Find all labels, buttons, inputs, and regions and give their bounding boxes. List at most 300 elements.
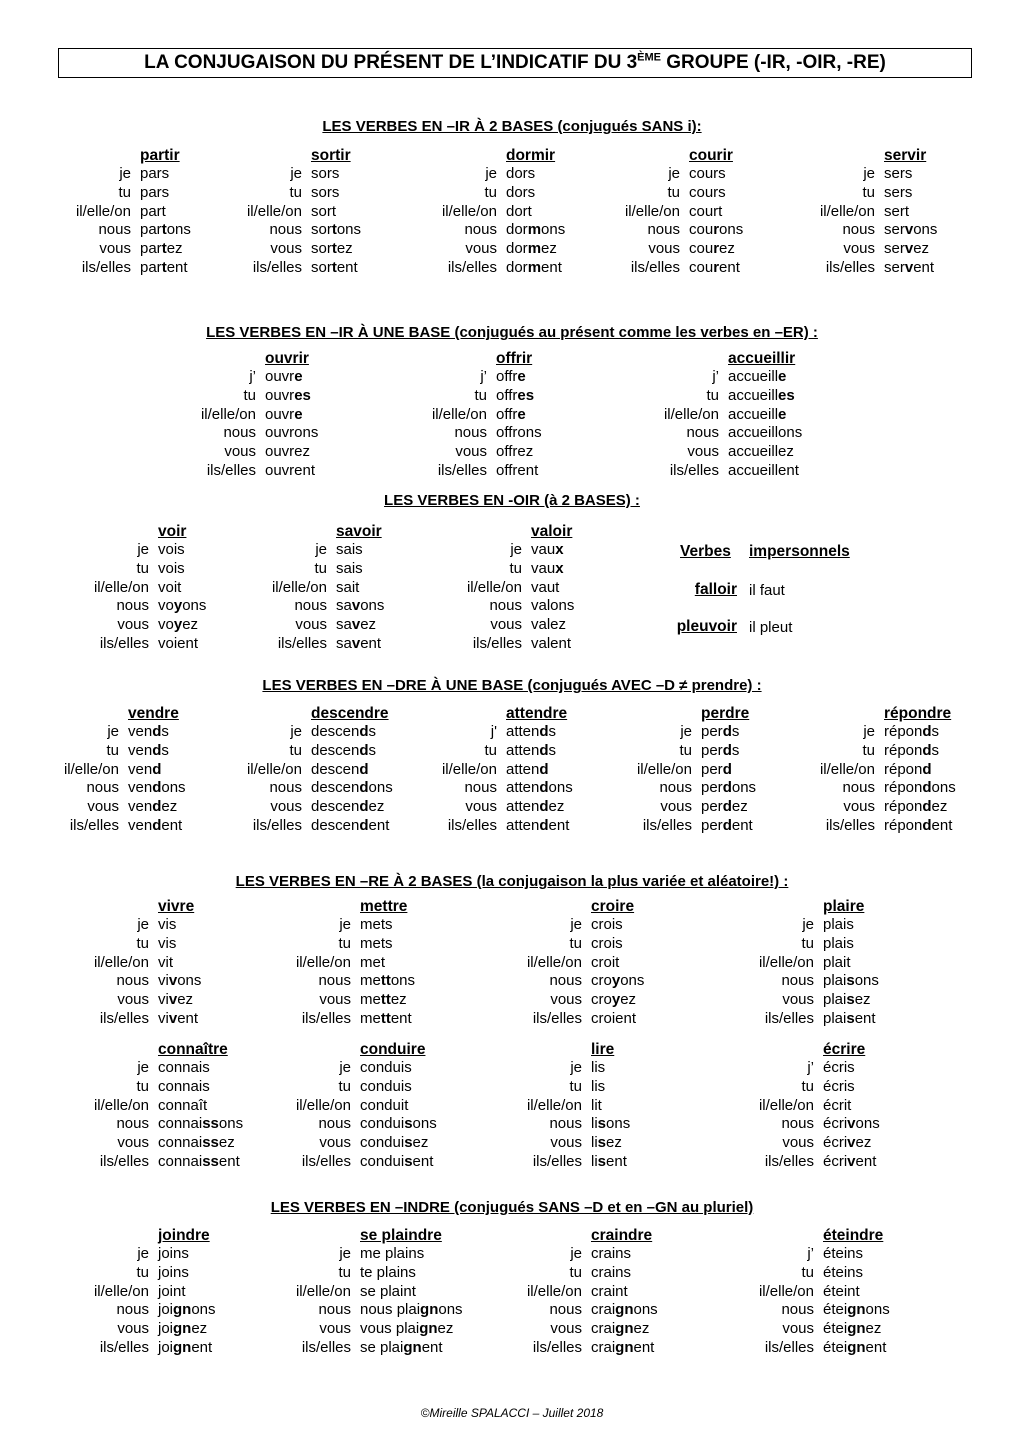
pronoun: vous [550,1320,582,1338]
pronoun: vous [224,443,256,461]
conjugation-row [485,165,565,184]
verb-form: vend [128,760,162,778]
pronoun: il/elle/on [624,202,680,220]
pronoun: il/elle/on [758,1096,814,1114]
verb-form: lisez [591,1134,622,1152]
conjugation-row [249,368,318,387]
conjugation-row [338,1077,437,1097]
pronoun: nous [647,221,680,239]
verb-form: court [689,202,723,220]
verb-name: se plaindre [360,1227,442,1244]
conjugation-row [686,424,803,443]
verb-form: part [140,202,166,220]
conjugation-row [526,953,644,973]
verb-form: perdent [701,816,753,834]
conjugation-row [246,760,393,780]
verb-form: conduisez [360,1134,429,1152]
verb-form: perd [701,760,732,778]
verb-form: savez [336,616,377,634]
conjugation-row [447,258,565,278]
pronoun: tu [136,1263,149,1281]
conjugation-row [224,443,318,462]
pronoun: nous [659,779,692,797]
verb-form: connaît [158,1096,208,1114]
verb-form: accueillent [728,461,799,479]
verb-form: croient [591,1009,637,1027]
verb-form: lisons [591,1115,631,1133]
conjugation-row [569,1077,630,1097]
verb-block-eteindre [758,1227,890,1358]
verb-form: vous plaignez [360,1320,454,1338]
verb-form: offrons [496,424,542,442]
conjugation-row [339,1245,463,1264]
verb-form: répond [884,760,932,778]
verb-form: descends [311,723,377,740]
pronoun: il/elle/on [526,1282,582,1300]
conjugation-row [63,760,186,780]
pronoun: vous [319,1134,351,1152]
conjugation-row [106,741,186,761]
verb-form: vis [158,934,177,952]
conjugation-row [680,723,756,742]
verb-form: éteint [823,1282,860,1300]
verb-form: te plains [360,1263,416,1281]
verb-name: craindre [591,1227,653,1244]
pronoun: ils/elles [99,1152,149,1170]
pronoun: je [570,1059,582,1076]
conjugation-row [663,405,802,425]
verb-form: joins [158,1263,189,1281]
verb-form: offrent [496,461,539,479]
conjugation-row [667,183,743,203]
verb-form: vois [158,541,185,558]
verb-form: nous plaignons [360,1301,463,1319]
verb-form: sais [336,541,363,558]
pronoun: tu [509,559,522,577]
pronoun: il/elle/on [466,578,522,596]
conjugation-row [99,240,191,259]
pronoun: tu [706,386,719,404]
pronoun: vous [99,240,131,258]
verb-name: éteindre [823,1227,884,1244]
verb-form: éteignent [823,1338,887,1356]
conjugation-row [441,760,573,780]
pronoun: vous [550,991,582,1009]
verb-block-servir [819,147,938,278]
conjugation-row [801,1077,880,1097]
conjugation-row [81,258,191,278]
verb-form: ouvrons [265,424,319,442]
conjugation-row [550,1134,630,1153]
conjugation-row [570,916,644,935]
verb-block-se-plaindre [295,1227,463,1358]
verb-form: joint [158,1282,186,1300]
verb-form: attends [506,723,557,740]
verb-form: offrez [496,443,534,461]
verb-form: écrit [823,1096,852,1114]
pronoun: j’ [807,1245,814,1262]
pronoun: vous [782,1134,814,1152]
verb-form: pars [140,183,170,201]
pronoun: nous [318,1301,351,1319]
verb-form: se plaignent [360,1338,443,1356]
verb-form: crains [591,1245,632,1262]
pronoun: je [863,165,875,182]
verb-form: courent [689,258,740,276]
verb-form: mets [360,934,393,952]
conjugation-row [484,741,573,761]
verb-block-partir [75,147,191,278]
pronoun: tu [136,934,149,952]
pronoun: je [485,165,497,182]
pronoun: vous [117,1134,149,1152]
conjugation-row [246,202,361,222]
verb-block-dormir [441,147,566,278]
conjugation-row [318,1301,463,1320]
conjugation-row [319,991,415,1010]
conjugation-row [510,541,574,560]
pronoun: nous [98,221,131,239]
pronoun: il/elle/on [819,202,875,220]
title-rest: GROUPE (-IR, -OIR, -RE) [661,52,886,73]
pronoun: tu [289,741,302,759]
verb-name: conduire [360,1041,426,1058]
verb-form: plais [823,934,854,952]
pronoun: nous [116,1115,149,1133]
conjugation-row [484,183,565,203]
verb-form: écris [823,1077,855,1095]
section-title: LES VERBES EN –RE À 2 BASES (la conjugaison la plus variée et aléatoire!) : [235,873,789,890]
conjugation-row [117,1134,243,1153]
pronoun: ils/elles [447,816,497,834]
verb-block-lire [526,1041,631,1172]
verb-block-sortir [246,147,362,278]
conjugation-row [87,798,186,817]
conjugation-row [636,760,756,780]
verb-form: connaissent [158,1152,240,1170]
pronoun: nous [549,1301,582,1319]
conjugation-row [319,1320,463,1339]
conjugation-row [801,1263,890,1283]
pronoun: j’ [712,368,719,385]
verb-form: voyez [158,616,199,634]
conjugation-row [569,934,644,954]
pronoun: nous [686,424,719,442]
pronoun: il/elle/on [441,202,497,220]
pronoun: tu [862,183,875,201]
verb-form: valons [531,597,575,615]
pronoun: tu [484,741,497,759]
conjugation-row [301,1152,437,1172]
verb-form: partons [140,221,191,239]
verb-name: valoir [531,523,573,540]
conjugation-row [825,258,937,278]
pronoun: il/elle/on [93,578,149,596]
impersonal-verb-form: il pleut [749,619,793,636]
conjugation-row [117,1320,216,1339]
verb-block-vendre [63,705,186,836]
pronoun: je [339,1245,351,1262]
conjugation-row [99,1009,201,1029]
verb-form: partez [140,240,183,258]
verb-form: conduisons [360,1115,437,1133]
conjugation-row [509,559,574,579]
conjugation-row [314,559,384,579]
pronoun: tu [569,934,582,952]
pronoun: je [339,916,351,933]
conjugation-row [782,1134,880,1153]
page-title [58,48,972,78]
conjugation-row [243,386,318,406]
pronoun: ils/elles [99,1338,149,1356]
conjugation-row [466,578,574,598]
pronoun: ils/elles [669,461,719,479]
pronoun: nous [464,221,497,239]
conjugation-row [802,916,879,935]
verb-name: ouvrir [265,350,309,367]
verb-name: vivre [158,898,195,915]
impersonal-verb-name: pleuvoir [676,618,737,635]
conjugation-row [441,202,565,222]
conjugation-row [480,368,542,387]
verb-form: mets [360,916,393,933]
pronoun: nous [318,1115,351,1133]
pronoun: ils/elles [252,816,302,834]
pronoun: je [570,1245,582,1262]
conjugation-row [550,1320,658,1339]
verb-form: servent [884,258,935,276]
verb-form: accueillez [728,443,794,461]
pronoun: il/elle/on [636,760,692,778]
conjugation-row [119,165,191,184]
conjugation-row [550,991,644,1010]
verb-form: se plaint [360,1282,416,1300]
verb-form: dormez [506,240,557,258]
pronoun: je [290,165,302,182]
verb-block-savoir [271,523,385,654]
pronoun: je [863,723,875,740]
pronoun: nous [549,1115,582,1133]
conjugation-row [315,541,384,560]
verb-form: connais [158,1059,210,1076]
pronoun: tu [338,934,351,952]
verb-form: sortez [311,240,353,258]
pronoun: nous [781,1301,814,1319]
verb-name: croire [591,898,635,915]
conjugation-row [137,916,201,935]
conjugation-row [116,972,202,991]
pronoun: ils/elles [472,634,522,652]
verb-form: ouvrent [265,461,316,479]
verb-form: vivez [158,991,194,1009]
verb-form: dormons [506,221,566,239]
conjugation-row [270,798,393,817]
verb-form: valent [531,634,572,652]
conjugation-row [277,634,384,654]
pronoun: il/elle/on [93,953,149,971]
pronoun: tu [338,1263,351,1281]
verb-form: offre [496,368,526,385]
conjugation-row [764,1152,880,1172]
pronoun: tu [136,1077,149,1095]
verb-form: voit [158,578,182,596]
verb-form: vis [158,916,177,933]
pronoun: ils/elles [301,1338,351,1356]
conjugation-row [526,1096,630,1116]
verb-block-joindre [93,1227,216,1358]
verb-form: écrivent [823,1152,877,1170]
verb-form: lis [591,1059,606,1076]
verb-form: savent [336,634,382,652]
verb-form: plaisent [823,1009,876,1027]
pronoun: nous [116,1301,149,1319]
verb-form: conduisent [360,1152,434,1170]
verb-form: éteignez [823,1320,882,1338]
verb-form: met [360,953,386,971]
verb-name: sortir [311,147,351,164]
verb-form: ouvre [265,368,303,385]
conjugation-row [295,1282,463,1302]
conjugation-row [782,991,879,1010]
pronoun: tu [484,183,497,201]
pronoun: ils/elles [532,1009,582,1027]
pronoun: je [137,1059,149,1076]
verb-form: mettent [360,1009,412,1027]
conjugation-row [863,165,937,184]
verb-form: croyons [591,972,645,990]
pronoun: vous [87,798,119,816]
verb-block-ecrire [758,1041,880,1172]
pronoun: nous [294,597,327,615]
verb-name: descendre [311,705,389,722]
verb-form: courez [689,240,735,258]
pronoun: nous [781,972,814,990]
pronoun: vous [117,616,149,634]
pronoun: il/elle/on [526,953,582,971]
pronoun: j’ [807,1059,814,1076]
conjugation-row [289,741,393,761]
pronoun: je [137,541,149,558]
pronoun: nous [842,779,875,797]
verb-form: ouvre [265,405,303,423]
conjugation-row [668,165,743,184]
verb-form: sortons [311,221,362,239]
conjugation-row [319,1134,437,1153]
verb-block-connaitre [93,1041,244,1172]
pronoun: tu [338,1077,351,1095]
pronoun: tu [136,559,149,577]
verb-form: lit [591,1096,602,1114]
section-title: LES VERBES EN –IR À UNE BASE (conjugués au présent comme les verbes en –ER) : [206,324,818,341]
verb-form: craignons [591,1301,658,1319]
pronoun: vous [319,991,351,1009]
pronoun: il/elle/on [75,202,131,220]
verb-form: accueilles [728,386,795,404]
conjugation-row [758,953,879,973]
conjugation-row [93,578,206,598]
conjugation-row [289,183,361,203]
pronoun: ils/elles [642,816,692,834]
pronoun: je [680,723,692,740]
verb-block-repondre [819,705,956,836]
verb-form: partent [140,258,188,276]
verb-block-mettre [295,898,416,1029]
verb-form: mettons [360,972,416,990]
conjugation-row [136,1077,243,1097]
verb-form: descendent [311,816,390,834]
conjugation-row [842,779,956,798]
verb-form: sort [311,202,337,220]
pronoun: je [315,541,327,558]
pronoun: vous [490,616,522,634]
conjugation-row [455,443,542,462]
conjugation-row [464,221,566,240]
pronoun: je [137,916,149,933]
verb-form: dors [506,165,536,182]
verb-name: courir [689,147,733,164]
verb-form: conduis [360,1077,412,1095]
conjugation-row [116,1301,216,1320]
conjugation-row [712,368,802,387]
title-sup: ÈME [637,51,661,64]
conjugation-row [465,798,573,817]
conjugation-row [532,1152,630,1172]
verb-form: plais [823,916,854,933]
pronoun: tu [289,183,302,201]
pronoun: vous [843,240,875,258]
conjugation-row [290,723,393,742]
verb-form: crois [591,934,623,952]
verb-block-perdre [636,705,757,836]
verb-form: conduis [360,1059,412,1076]
pronoun: ils/elles [532,1152,582,1170]
pronoun: il/elle/on [200,405,256,423]
pronoun: il/elle/on [758,953,814,971]
verb-form: vaux [531,559,564,577]
verb-name: voir [158,523,187,540]
verb-form: dort [506,202,532,220]
conjugation-row [99,1152,243,1172]
conjugation-row [706,386,802,406]
pronoun: nous [781,1115,814,1133]
pronoun: nous [223,424,256,442]
verb-form: perdez [701,798,748,816]
conjugation-row [137,541,206,560]
conjugation-row [758,1282,890,1302]
verb-block-voir [93,523,207,654]
verb-form: connais [158,1077,210,1095]
conjugation-row [465,240,565,259]
verb-block-descendre [246,705,393,836]
pronoun: je [510,541,522,558]
pronoun: vous [117,1320,149,1338]
verb-form: vivent [158,1009,199,1027]
footer-credit: ©Mireille SPALACCI – Juillet 2018 [420,1406,604,1420]
verb-form: perdons [701,779,757,797]
pronoun: vous [550,1134,582,1152]
conjugation-row [437,461,542,481]
conjugation-row [98,221,191,240]
pronoun: il/elle/on [63,760,119,778]
verb-name: écrire [823,1041,866,1058]
pronoun: je [570,916,582,933]
verb-block-attendre [441,705,573,836]
pronoun: ils/elles [437,461,487,479]
verb-form: plaisez [823,991,871,1009]
verb-name: joindre [158,1227,210,1244]
conjugation-row [532,1009,644,1029]
verb-form: vendons [128,779,186,797]
